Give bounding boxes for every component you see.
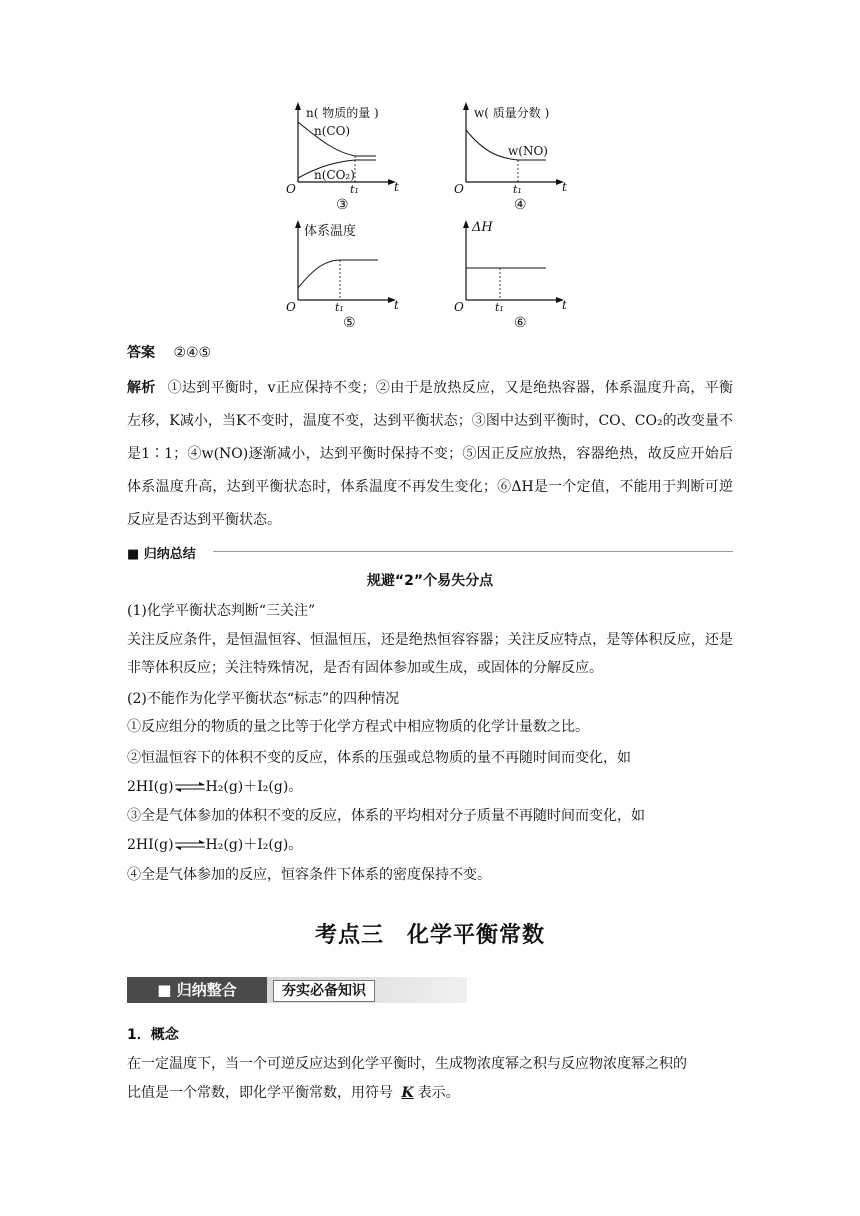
summary-rule (213, 551, 733, 552)
y-arrow (463, 220, 469, 228)
banner-left: ■ 归纳整合 (127, 977, 267, 1003)
graph-4-curve1: w(NO) (508, 144, 548, 158)
summary-title: 规避“2”个易失分点 (366, 573, 494, 589)
equation-1 (127, 776, 302, 796)
y-arrow (295, 220, 301, 228)
section-banner (127, 977, 467, 1003)
analysis-block (127, 372, 733, 537)
graph-3-curve2: n(CO₂) (314, 168, 355, 182)
graph-5-origin: O (286, 300, 296, 314)
graph-3-curve1: n(CO) (314, 124, 351, 138)
equation-right: H₂(g)＋I₂(g)。 (205, 779, 303, 795)
graph-5-t: t (394, 298, 399, 312)
graph-6-t1: t₁ (495, 301, 504, 314)
graph-5-number: ⑤ (343, 315, 356, 331)
concept-body-2b: 表示。 (417, 1085, 460, 1101)
answer-label: 答案 (127, 345, 155, 361)
graph-4-t: t (562, 180, 567, 194)
summary-p2-head: (2)不能作为化学平衡状态“标志”的四种情况 (127, 691, 400, 707)
graph-3-number: ③ (336, 197, 349, 213)
graph-3-origin: O (286, 182, 296, 196)
summary-item-2: ②恒温恒容下的体积不变的反应，体系的压强或总物质的量不再随时间而变化，如 (127, 750, 631, 766)
summary-bar (127, 543, 733, 562)
equation-left: 2HI(g) (127, 779, 174, 795)
graph-3-t1: t₁ (350, 183, 359, 196)
y-arrow (295, 102, 301, 110)
graph-6-svg (458, 218, 558, 336)
temperature-curve (298, 260, 378, 288)
concept-body-1: 在一定温度下，当一个可逆反应达到化学平衡时，生成物浓度幂之积与反应物浓度幂之积的 (127, 1056, 687, 1072)
graph-5-ylabel: 体系温度 (304, 224, 357, 239)
equilibrium-arrow-icon (174, 782, 206, 792)
y-arrow (463, 102, 469, 110)
concept-symbol: K (401, 1085, 414, 1101)
graph-4-t1: t₁ (513, 183, 522, 196)
banner-right: 夯实必备知识 (273, 980, 375, 1002)
equation-2 (127, 834, 302, 854)
equation-right: H₂(g)＋I₂(g)。 (205, 837, 303, 853)
summary-p1-body: 关注反应条件，是恒温恒容、恒温恒压，还是绝热恒容容器；关注反应特点，是等体积反应，还是非等体积反应；关注特殊情况，是否有固体参加或生成，或固体的分解反应。 (127, 632, 733, 676)
concept-body-2a: 比值是一个常数，即化学平衡常数，用符号 (127, 1085, 393, 1101)
graph-5-t1: t₁ (335, 301, 344, 314)
analysis-label: 解析 (127, 380, 156, 396)
section-title: 考点三 化学平衡常数 (314, 923, 545, 948)
graph-4-ylabel: w( 质量分数 ) (474, 106, 550, 120)
concept-body-2 (127, 1082, 460, 1102)
answer-value: ②④⑤ (173, 345, 212, 361)
graph-3 (286, 100, 399, 218)
concept-head: 1．概念 (127, 1027, 179, 1043)
graph-6-ylabel: ΔH (472, 220, 493, 235)
summary-item-3: ③全是气体参加的体积不变的反应，体系的平均相对分子质量不再随时间而变化，如 (127, 808, 645, 824)
summary-item-1: ①反应组分的物质的量之比等于化学方程式中相应物质的化学计量数之比。 (127, 719, 589, 735)
equation-left: 2HI(g) (127, 837, 174, 853)
graph-5 (286, 218, 399, 336)
answer-line (127, 342, 211, 362)
summary-tag: ■ 归纳总结 (127, 547, 196, 562)
graph-6-number: ⑥ (514, 315, 527, 331)
graph-4 (454, 100, 567, 218)
equilibrium-arrow-icon (174, 840, 206, 850)
graph-3-ylabel: n( 物质的量 ) (306, 106, 379, 120)
summary-p1-head: (1)化学平衡状态判断“三关注” (127, 603, 316, 619)
graph-6-t: t (562, 298, 567, 312)
graph-6-origin: O (454, 300, 464, 314)
summary-item-4: ④全是气体参加的反应，恒容条件下体系的密度保持不变。 (127, 867, 491, 883)
graph-6 (454, 218, 567, 336)
graph-4-origin: O (454, 182, 464, 196)
analysis-text: ①达到平衡时，v正应保持不变；②由于是放热反应，又是绝热容器，体系温度升高，平衡左移，K减小，当K不变时，温度不变，达到平衡状态；③图中达到平衡时，CO、CO₂的改变量不是1∶1；④w(NO)逐渐减小，达到平衡时保持不变；⑤因正反应放热，容器绝热，故反应开始后体系温度升高，达到平衡状态时，体系温度不再发生变化；⑥ΔH是一个定值，不能用于判断可逆反应是否达到平衡状态。 (127, 380, 733, 528)
graph-3-t: t (394, 180, 399, 194)
graph-4-number: ④ (514, 197, 527, 213)
